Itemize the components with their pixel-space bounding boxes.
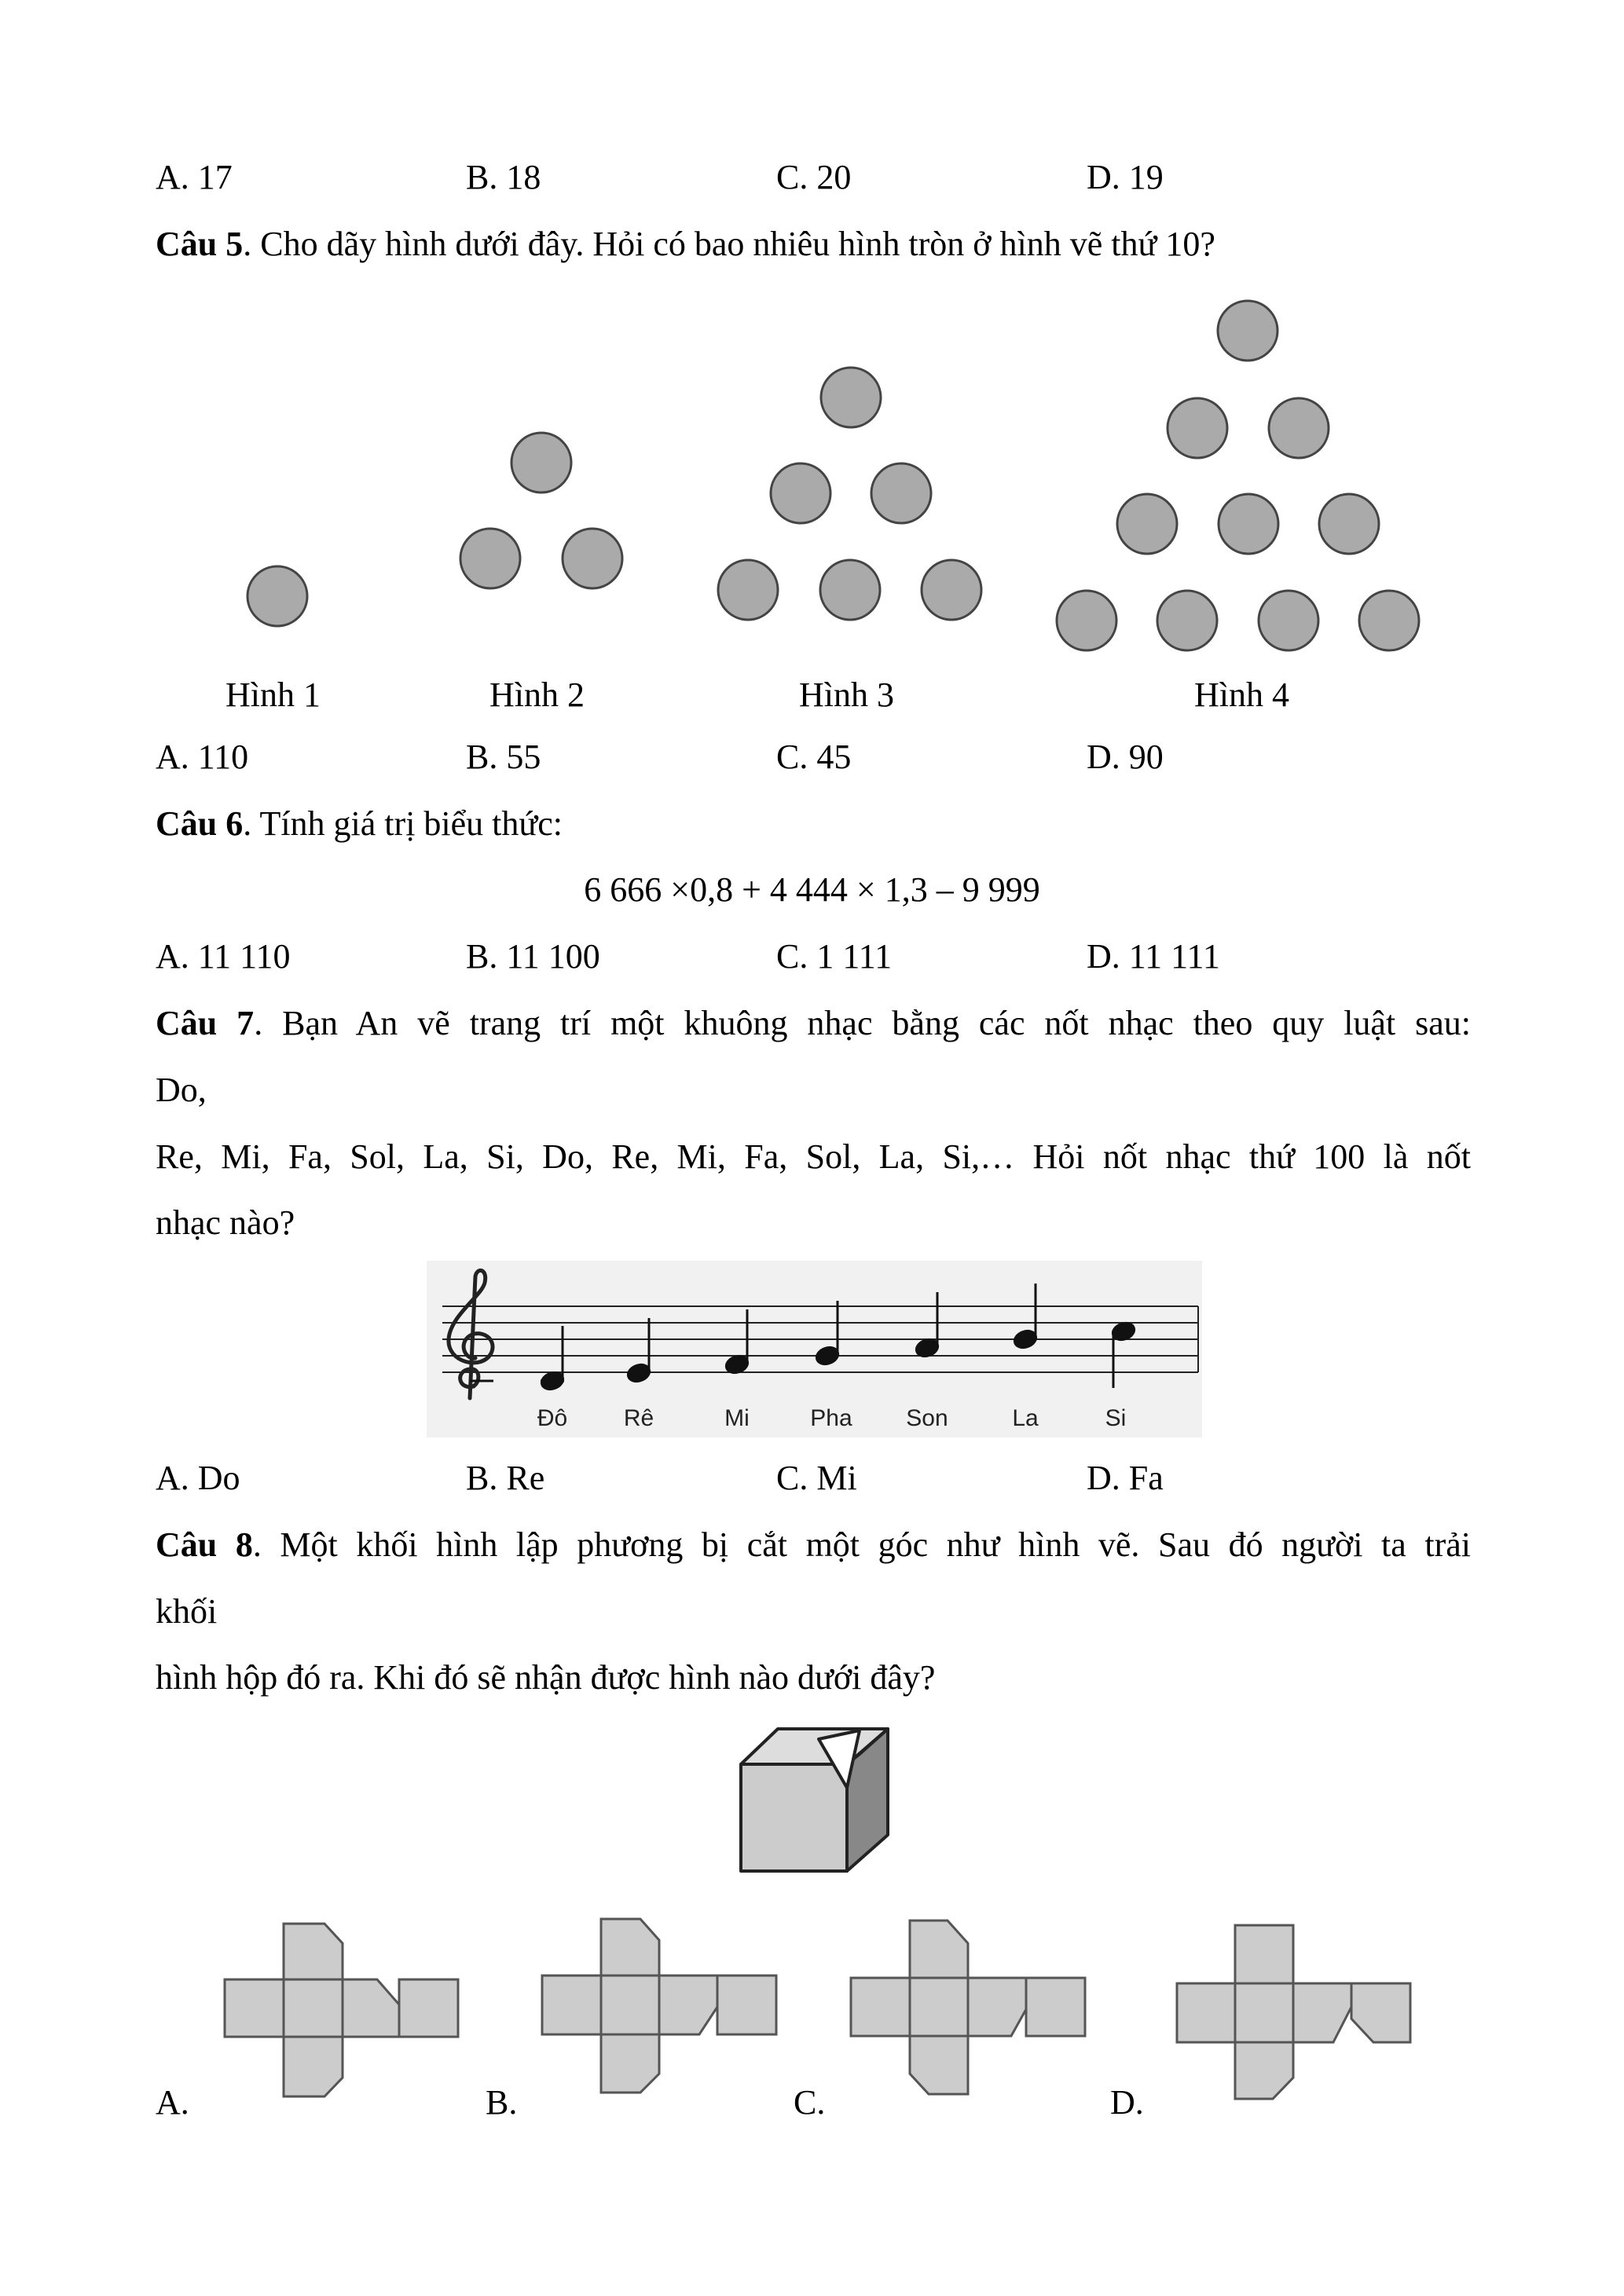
q6-option-d: D. 11 111 [1087,937,1220,976]
note-label-re: Rê [623,1405,654,1431]
q5-number: Câu 5 [156,225,244,263]
q6-option-a: A. 11 110 [156,937,291,976]
q6-text: . Tính giá trị biểu thức: [243,804,563,843]
q5-figure-label-3: Hình 3 [799,676,894,714]
note-label-do: Đô [537,1405,568,1431]
q8-text-line3: hình hộp đó ra. Khi đó sẽ nhận được hình nào dưới đây? [156,1658,936,1697]
q8-option-a: A. [156,2083,189,2122]
q7-number: Câu 7 [156,1004,255,1042]
q7-option-c: C. Mi [776,1459,857,1497]
q7-text-line1: . Bạn An vẽ trang trí một khuông nhạc bằng các nốt nhạc theo quy luật sau: [254,1004,1471,1042]
q4-option-a: A. 17 [156,158,233,196]
note-label-mi: Mi [724,1405,750,1431]
q5-option-d: D. 90 [1087,738,1164,776]
q5-figure-label-2: Hình 2 [489,676,585,714]
note-label-si: Si [1105,1405,1127,1431]
net-a [225,1924,458,2096]
note-label-la: La [1012,1405,1039,1431]
q7-text-line3: Re, Mi, Fa, Sol, La, Si, Do, Re, Mi, Fa, Sol, La, Si,… Hỏi nốt nhạc thứ 100 là nốt [156,1137,1471,1176]
q4-option-d: D. 19 [1087,158,1164,196]
q5-option-b: B. 55 [466,738,541,776]
q8-text-line2: khối [156,1592,218,1631]
q6-number: Câu 6 [156,804,244,843]
q7-option-d: D. Fa [1087,1459,1164,1497]
net-c [851,1921,1085,2094]
q4-option-c: C. 20 [776,158,852,196]
q4-option-b: B. 18 [466,158,541,196]
net-d [1177,1925,1410,2099]
q8-number: Câu 8 [156,1525,253,1564]
q8-option-b: B. [486,2083,518,2122]
q6-expression: 6 666 ×0,8 + 4 444 × 1,3 – 9 999 [584,870,1040,909]
q5-figure-label-4: Hình 4 [1194,676,1289,714]
q7-text-line2: Do, [156,1071,207,1109]
q8-text-line1: . Một khối hình lập phương bị cắt một góc như hình vẽ. Sau đó người ta trải [252,1525,1472,1564]
q5-text: . Cho dãy hình dưới đây. Hỏi có bao nhiêu hình tròn ở hình vẽ thứ 10? [243,225,1215,263]
q7-option-b: B. Re [466,1459,545,1497]
q8-option-c: C. [794,2083,826,2122]
q5-option-c: C. 45 [776,738,852,776]
q6-option-b: B. 11 100 [466,937,600,976]
note-label-sol: Son [906,1405,948,1431]
q8-option-d: D. [1110,2083,1144,2122]
net-b [542,1919,776,2093]
note-label-fa: Pha [810,1405,852,1431]
q7-option-a: A. Do [156,1459,240,1497]
q6-option-c: C. 1 111 [776,937,893,976]
q5-option-a: A. 110 [156,738,249,776]
q5-figure-label-1: Hình 1 [225,676,321,714]
q7-text-line4: nhạc nào? [156,1203,295,1242]
